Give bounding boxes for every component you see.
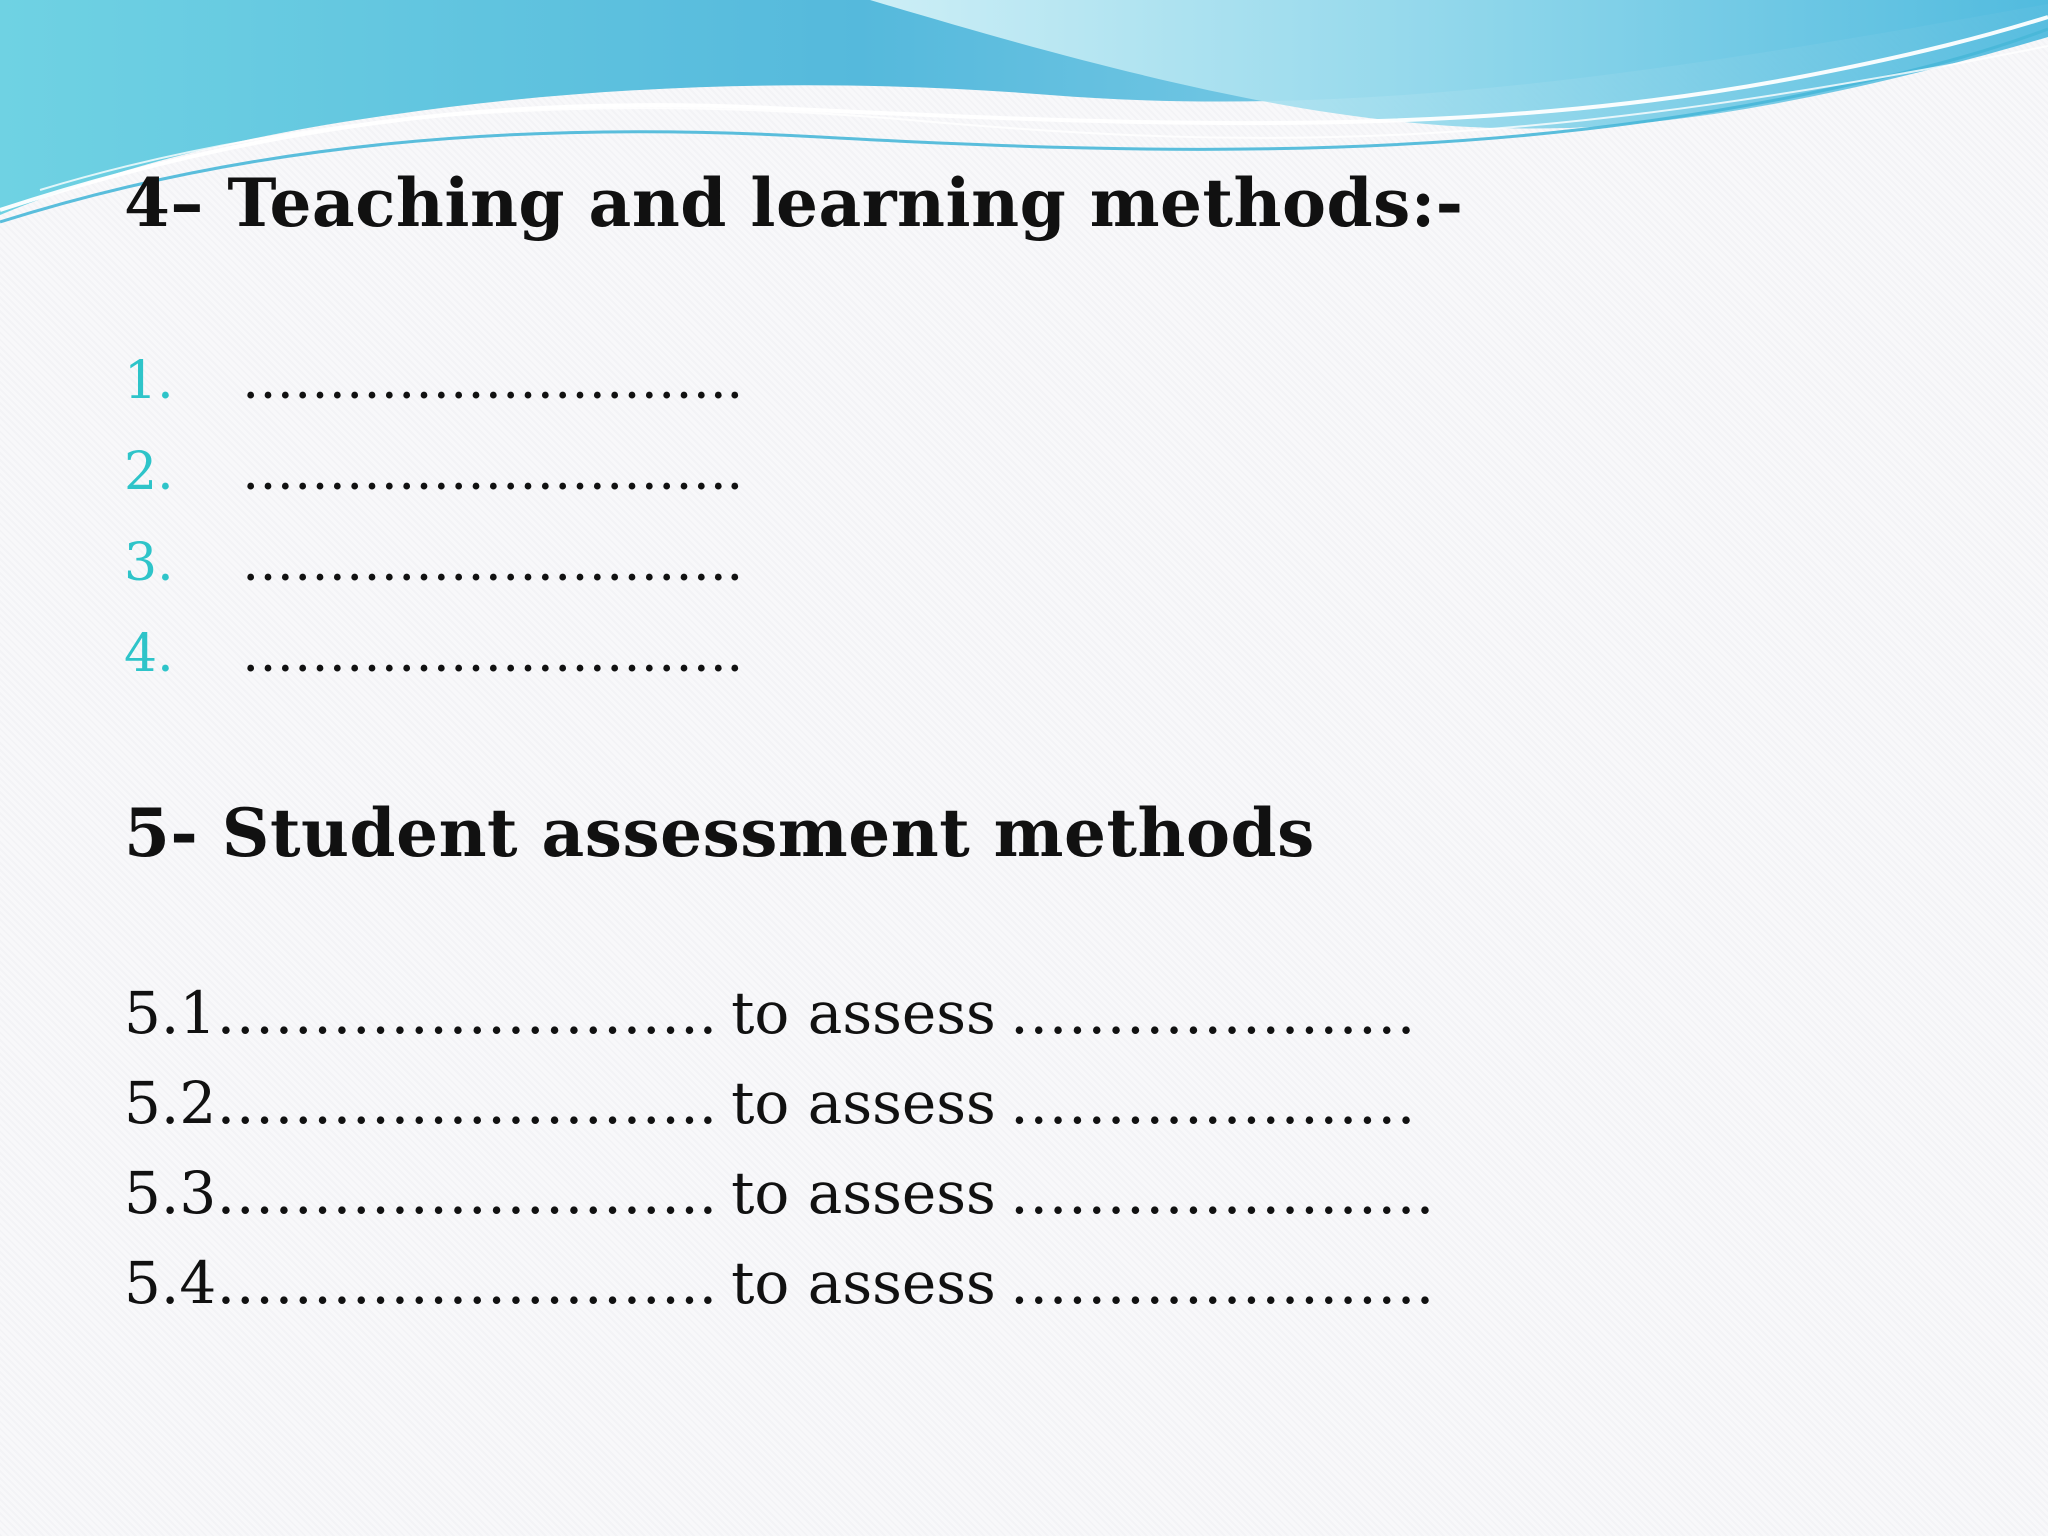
teaching-method-blank: ……………………….. [242, 624, 744, 684]
assessment-phrase: to assess [731, 979, 996, 1047]
assessment-method-blank: …………………….. [216, 1159, 718, 1227]
teaching-method-item [124, 533, 744, 628]
teaching-method-blank: ……………………….. [242, 442, 744, 502]
assessment-method-blank: …………………….. [216, 979, 718, 1047]
student-assessment-heading: 5- Student assessment methods [124, 794, 1315, 872]
teaching-methods-heading: 4– Teaching and learning methods:- [124, 164, 1464, 242]
teaching-method-item [124, 351, 744, 446]
teaching-methods-list [124, 351, 744, 719]
assessment-method-item [124, 1069, 1434, 1164]
assessment-code: 5.2 [124, 1069, 217, 1137]
assessment-method-item [124, 1159, 1435, 1254]
teaching-method-number: 3. [124, 533, 174, 593]
assessment-phrase: to assess [731, 1069, 996, 1137]
assessment-code: 5.4 [124, 1249, 217, 1317]
assessment-target-blank: …………………. [1009, 1159, 1435, 1227]
assessment-method-item [124, 979, 1434, 1074]
assessment-method-item [124, 1249, 1435, 1344]
assessment-method-blank: …………………….. [216, 1249, 718, 1317]
assessment-phrase: to assess [731, 1249, 996, 1317]
teaching-method-blank: ……………………….. [242, 351, 744, 411]
teaching-method-number: 1. [124, 351, 174, 411]
assessment-target-blank: ………………… [1009, 1069, 1416, 1137]
teaching-method-item [124, 442, 744, 537]
assessment-method-blank: …………………….. [216, 1069, 718, 1137]
teaching-method-number: 4. [124, 624, 174, 684]
teaching-method-blank: ……………………….. [242, 533, 744, 593]
assessment-target-blank: ………………… [1009, 979, 1416, 1047]
assessment-phrase: to assess [731, 1159, 996, 1227]
assessment-code: 5.3 [124, 1159, 217, 1227]
assessment-code: 5.1 [124, 979, 217, 1047]
assessment-methods-list [124, 979, 1435, 1344]
teaching-method-number: 2. [124, 442, 174, 502]
teaching-method-item [124, 624, 744, 719]
assessment-target-blank: …………………. [1009, 1249, 1435, 1317]
